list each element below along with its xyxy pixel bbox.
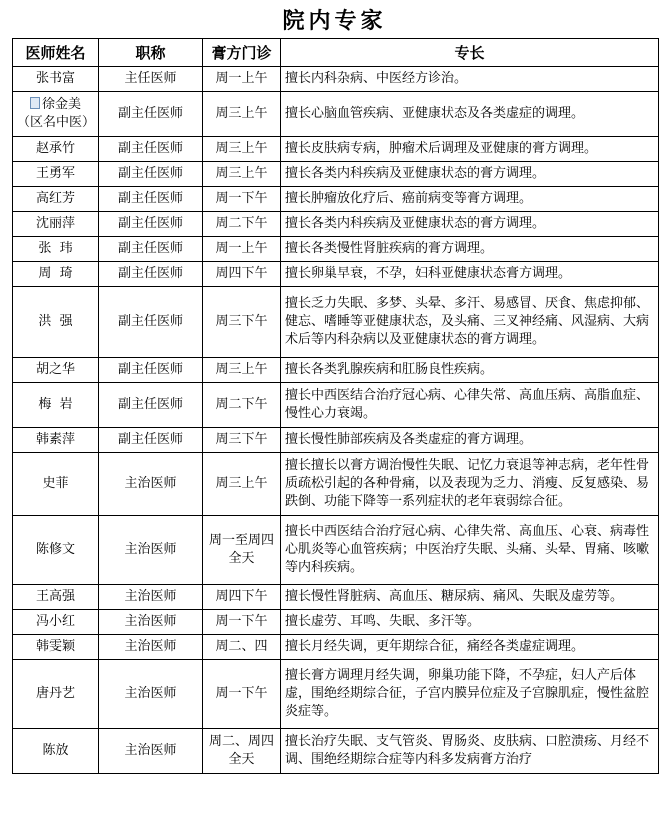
doctor-title: 副主任医师 xyxy=(99,212,203,237)
specialty: 擅长心脑血管疾病、亚健康状态及各类虚症的调理。 xyxy=(281,92,659,137)
doctor-name: 史菲 xyxy=(13,453,99,516)
clinic-time: 周一上午 xyxy=(203,67,281,92)
table-row xyxy=(13,67,659,92)
doctor-title: 主任医师 xyxy=(99,67,203,92)
clinic-time: 周四下午 xyxy=(203,262,281,287)
header-specialty: 专长 xyxy=(281,39,659,67)
table-row xyxy=(13,162,659,187)
doctor-title: 主治医师 xyxy=(99,610,203,635)
doctor-title: 副主任医师 xyxy=(99,262,203,287)
doctor-title: 主治医师 xyxy=(99,453,203,516)
doctor-name: 韩素萍 xyxy=(13,428,99,453)
doctor-title: 主治医师 xyxy=(99,635,203,660)
doctor-name: 韩雯颖 xyxy=(13,635,99,660)
doctor-name: 冯小红 xyxy=(13,610,99,635)
doctor-title: 主治医师 xyxy=(99,660,203,729)
specialty: 擅长膏方调理月经失调，卵巢功能下降，不孕症，妇人产后体虚，围绝经期综合征，子宫内膜异位症及子宫腺肌症，慢性盆腔炎症等。 xyxy=(281,660,659,729)
document-icon xyxy=(30,97,40,109)
doctor-name: 陈修文 xyxy=(13,516,99,585)
clinic-time: 周一下午 xyxy=(203,660,281,729)
clinic-time: 周四下午 xyxy=(203,585,281,610)
doctor-title: 副主任医师 xyxy=(99,358,203,383)
doctor-name: 梅 岩 xyxy=(13,383,99,428)
table-row xyxy=(13,383,659,428)
clinic-time: 周一上午 xyxy=(203,237,281,262)
doctor-name: 赵承竹 xyxy=(13,137,99,162)
experts-table xyxy=(12,38,659,774)
table-row xyxy=(13,660,659,729)
table-row xyxy=(13,137,659,162)
specialty: 擅长肿瘤放化疗后、癌前病变等膏方调理。 xyxy=(281,187,659,212)
table-row xyxy=(13,237,659,262)
specialty: 擅长卵巢早衰，不孕，妇科亚健康状态膏方调理。 xyxy=(281,262,659,287)
doctor-title: 副主任医师 xyxy=(99,237,203,262)
table-row xyxy=(13,635,659,660)
clinic-time: 周二、周四全天 xyxy=(203,729,281,774)
doctor-name: 王高强 xyxy=(13,585,99,610)
specialty: 擅长各类内科疾病及亚健康状态的膏方调理。 xyxy=(281,162,659,187)
clinic-time: 周三上午 xyxy=(203,358,281,383)
table-row xyxy=(13,92,659,137)
specialty: 擅长治疗失眠、支气管炎、胃肠炎、皮肤病、口腔溃疡、月经不调、围绝经期综合症等内科多发病膏方治疗 xyxy=(281,729,659,774)
specialty: 擅长擅长以膏方调治慢性失眠、记忆力衰退等神志病，老年性骨质疏松引起的各种骨痛，以及表现为乏力、消瘦、反复感染、易跌倒、功能下降等一系列症状的老年衰弱综合征。 xyxy=(281,453,659,516)
doctor-name: 张 玮 xyxy=(13,237,99,262)
table-row xyxy=(13,516,659,585)
doctor-name-cell xyxy=(13,92,99,137)
specialty: 擅长各类慢性肾脏疾病的膏方调理。 xyxy=(281,237,659,262)
doctor-title: 副主任医师 xyxy=(99,383,203,428)
clinic-time: 周一下午 xyxy=(203,610,281,635)
specialty: 擅长乏力失眠、多梦、头晕、多汗、易感冒、厌食、焦虑抑郁、健忘、嗜睡等亚健康状态，及头痛、三叉神经痛、风湿病、大病术后等内科杂病以及亚健康状态的膏方调理。 xyxy=(281,287,659,358)
header-title: 职称 xyxy=(99,39,203,67)
doctor-name: 沈丽萍 xyxy=(13,212,99,237)
clinic-time: 周二下午 xyxy=(203,212,281,237)
page-title: 院内专家 xyxy=(282,8,387,34)
doctor-title: 主治医师 xyxy=(99,729,203,774)
clinic-time: 周一下午 xyxy=(203,187,281,212)
table-row xyxy=(13,358,659,383)
doctor-name-note: （区名中医） xyxy=(17,115,96,130)
doctor-name: 陈放 xyxy=(13,729,99,774)
specialty: 擅长慢性肾脏病、高血压、糖尿病、痛风、失眠及虚劳等。 xyxy=(281,585,659,610)
doctor-name: 洪 强 xyxy=(13,287,99,358)
doctor-title: 副主任医师 xyxy=(99,162,203,187)
doctor-title: 副主任医师 xyxy=(99,187,203,212)
specialty: 擅长中西医结合治疗冠心病、心律失常、高血压病、高脂血症、慢性心力衰竭。 xyxy=(281,383,659,428)
doctor-title: 主治医师 xyxy=(99,585,203,610)
doctor-name: 高红芳 xyxy=(13,187,99,212)
table-row xyxy=(13,287,659,358)
clinic-time: 周三上午 xyxy=(203,137,281,162)
clinic-time: 周二、四 xyxy=(203,635,281,660)
specialty: 擅长月经失调，更年期综合征，痛经各类虚症调理。 xyxy=(281,635,659,660)
clinic-time: 周三上午 xyxy=(203,92,281,137)
doctor-title: 副主任医师 xyxy=(99,137,203,162)
table-row xyxy=(13,453,659,516)
doctor-title: 副主任医师 xyxy=(99,92,203,137)
doctor-title: 副主任医师 xyxy=(99,428,203,453)
table-header-row xyxy=(13,39,659,67)
clinic-time: 周三下午 xyxy=(203,428,281,453)
clinic-time: 周三下午 xyxy=(203,287,281,358)
clinic-time: 周三上午 xyxy=(203,453,281,516)
table-row xyxy=(13,262,659,287)
specialty: 擅长慢性肺部疾病及各类虚症的膏方调理。 xyxy=(281,428,659,453)
doctor-name: 胡之华 xyxy=(13,358,99,383)
clinic-time: 周三上午 xyxy=(203,162,281,187)
doctor-title: 副主任医师 xyxy=(99,287,203,358)
table-row xyxy=(13,585,659,610)
header-clinic: 膏方门诊 xyxy=(203,39,281,67)
table-row xyxy=(13,729,659,774)
doctor-name: 徐金美 xyxy=(41,97,81,112)
specialty: 擅长内科杂病、中医经方诊治。 xyxy=(281,67,659,92)
table-row xyxy=(13,610,659,635)
doctor-title: 主治医师 xyxy=(99,516,203,585)
clinic-time: 周一至周四全天 xyxy=(203,516,281,585)
specialty: 擅长各类乳腺疾病和肛肠良性疾病。 xyxy=(281,358,659,383)
doctor-name: 王勇军 xyxy=(13,162,99,187)
table-row xyxy=(13,187,659,212)
specialty: 擅长各类内科疾病及亚健康状态的膏方调理。 xyxy=(281,212,659,237)
specialty: 擅长皮肤病专病，肿瘤术后调理及亚健康的膏方调理。 xyxy=(281,137,659,162)
clinic-time: 周二下午 xyxy=(203,383,281,428)
table-row xyxy=(13,428,659,453)
doctor-name: 唐丹艺 xyxy=(13,660,99,729)
specialty: 擅长中西医结合治疗冠心病、心律失常、高血压、心衰、病毒性心肌炎等心血管疾病；中医治疗失眠、头痛、头晕、胃痛、咳嗽等内科疾病。 xyxy=(281,516,659,585)
doctor-name: 张书富 xyxy=(13,67,99,92)
doctor-name: 周 琦 xyxy=(13,262,99,287)
specialty: 擅长虚劳、耳鸣、失眠、多汗等。 xyxy=(281,610,659,635)
header-name: 医师姓名 xyxy=(13,39,99,67)
table-row xyxy=(13,212,659,237)
